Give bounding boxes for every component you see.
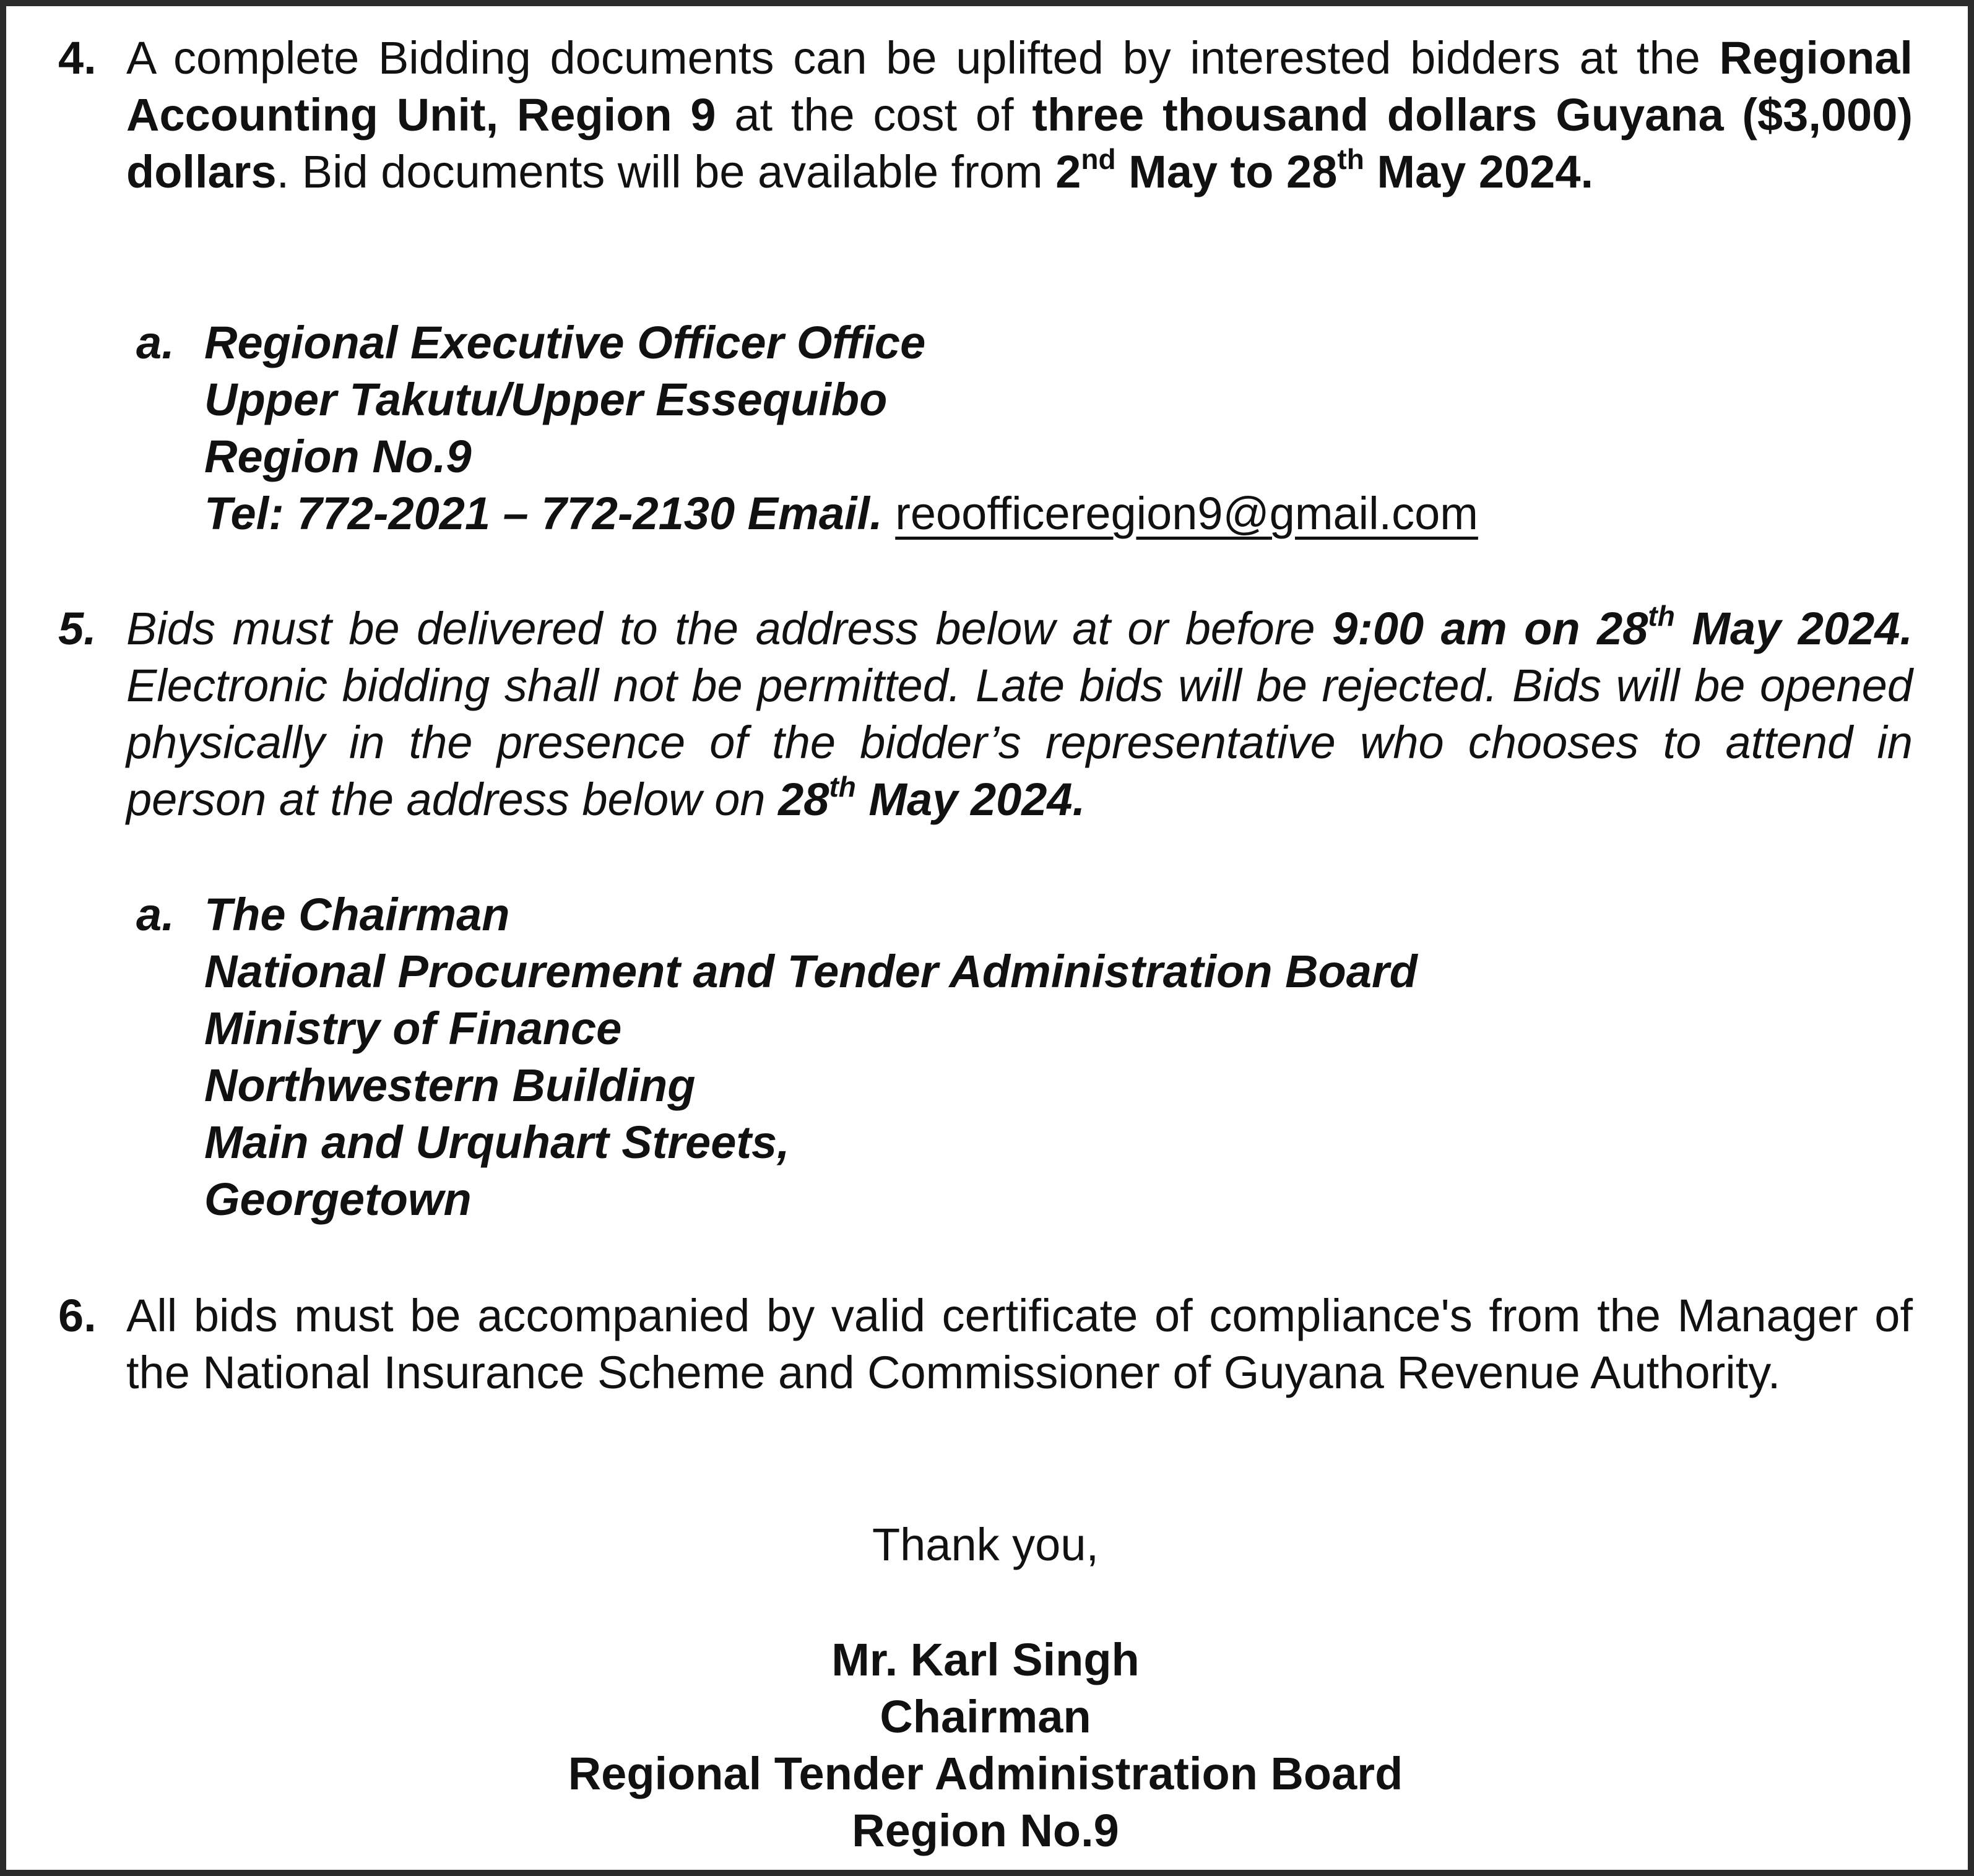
thanks-text: Thank you,: [872, 1519, 1099, 1570]
signature-block: [58, 1632, 1913, 1859]
address-line: Main and Urquhart Streets,: [204, 1117, 790, 1168]
signatory-region: Region No.9: [852, 1805, 1119, 1856]
item-6-paragraph: All bids must be accompanied by valid certificate of compliance's from the Manager of the National Insurance Scheme and Commissioner of Guyana Revenue Authority.: [126, 1290, 1913, 1398]
item-5-sup-th-1: th: [1648, 600, 1675, 633]
item-5-text-2: Electronic bidding shall not be permitted. Late bids will be rejected. Bids will be opened physically in the presence of the bidder’s representative who chooses to attend in person at the address below on: [126, 660, 1913, 825]
signatory-board: Regional Tender Administration Board: [568, 1748, 1403, 1799]
item-5-bold-open-date: May 2024.: [855, 774, 1086, 825]
address-line: National Procurement and Tender Administration Board: [204, 946, 1418, 997]
address-line: Ministry of Finance: [204, 1003, 622, 1054]
item-5-sub-letter: a.: [136, 889, 175, 940]
address-line: Upper Takutu/Upper Essequibo: [204, 374, 888, 425]
address-line: Region No.9: [204, 431, 472, 482]
item-6-number: 6.: [58, 1290, 97, 1341]
contact-line: [204, 485, 1478, 542]
item-5-sup-th-2: th: [829, 771, 856, 803]
item-4-text-2: at the cost of: [716, 89, 1032, 140]
item-4-sup-nd: nd: [1081, 143, 1116, 176]
item-4-bold-unit: Regional Accounting Unit, Region 9: [126, 32, 1913, 140]
phone-text: Tel: 772-2021 – 772-2130 Email.: [204, 488, 896, 539]
item-5-number: 5.: [58, 603, 97, 654]
item-5-text-1: Bids must be delivered to the address below at or before: [126, 603, 1333, 654]
item-6: [58, 1287, 1913, 1458]
item-4-bold-date-end: May to 28: [1115, 146, 1338, 197]
item-4-text-1: A complete Bidding documents can be uplifted by interested bidders at the: [126, 32, 1720, 84]
item-5-paragraph: [126, 600, 1913, 828]
item-5-bold-time: 9:00 am on 28: [1332, 603, 1648, 654]
item-4: [58, 30, 1913, 257]
signatory-title: Chairman: [880, 1691, 1091, 1742]
item-4-sup-th: th: [1337, 143, 1364, 176]
item-4-bold-year: May 2024.: [1364, 146, 1594, 197]
closing-thanks: [58, 1516, 1913, 1573]
address-line: Regional Executive Officer Office: [204, 317, 926, 368]
signatory-name: Mr. Karl Singh: [831, 1634, 1140, 1685]
item-4-bold-cost: three thousand dollars Guyana ($3,000) dollars: [126, 89, 1913, 197]
item-4-sub-letter: a.: [136, 317, 175, 368]
item-4-bold-date-start: 2: [1055, 146, 1081, 197]
item-4-paragraph: [126, 30, 1913, 201]
item-4-number: 4.: [58, 32, 97, 84]
item-5-bold-open-day: 28: [778, 774, 829, 825]
item-4-text-3: . Bid documents will be available from: [276, 146, 1056, 197]
address-line: Northwestern Building: [204, 1060, 696, 1111]
address-line: The Chairman: [204, 889, 510, 940]
email-link[interactable]: reoofficeregion9@gmail.com: [895, 488, 1478, 539]
item-5-bold-date: May 2024.: [1674, 603, 1913, 654]
item-5: [58, 600, 1913, 828]
address-line: Georgetown: [204, 1174, 472, 1225]
